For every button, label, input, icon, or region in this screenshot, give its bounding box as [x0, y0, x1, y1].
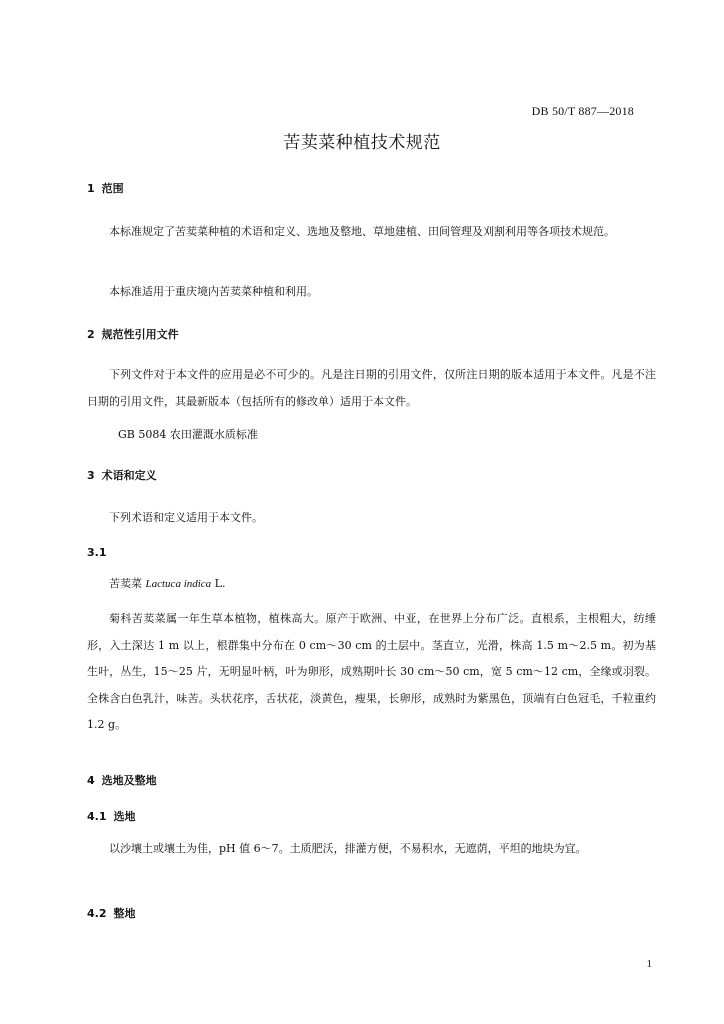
subsection-heading — [87, 905, 136, 921]
subsection-number: 4.1 — [87, 810, 107, 823]
term-name: 苦荬菜 — [109, 577, 142, 590]
subsection-title: 整地 — [113, 907, 136, 920]
term-entry — [109, 575, 226, 591]
paragraph: 以沙壤土或壤土为佳，pH 值 6～7。土质肥沃，排灌方便，不易积水，无遮荫，平坦的地块为宜。 — [109, 842, 587, 855]
term-description: 菊科苦荬菜属一年生草本植物，植株高大。原产于欧洲、中亚，在世界上分布广泛。直根系，主根粗大，纺缍形，入土深达 1 m 以上，根群集中分布在 0 cm～30 cm 的土层中。茎直立，光滑，株高 1.5 m～2.5 m。初为基生叶，丛生，15～25 片，无明显叶柄，叶为卵形，成熟期叶长 30 cm～50 cm，宽 5 cm～12 cm，全缘或羽裂。全株含白色乳汁，味苦。头状花序，舌状花，淡黄色，瘦果，长卵形，成熟时为紫黑色，顶端有白色冠毛，千粒重约 1.2 g。 — [87, 612, 656, 731]
section-heading-normative-references — [87, 326, 179, 342]
reference-entry: GB 5084 农田灌溉水质标准 — [118, 428, 258, 441]
section-title: 范围 — [101, 182, 124, 195]
subsection-heading — [87, 808, 136, 824]
subsection-number: 4.2 — [87, 907, 107, 920]
document-title: 苦荬菜种植技术规范 — [283, 133, 441, 153]
page-number: 1 — [646, 958, 652, 970]
section-number: 2 — [87, 328, 95, 341]
term-author: L. — [211, 577, 226, 590]
section-heading-site-selection — [87, 772, 157, 788]
document-code: DB 50/T 887—2018 — [531, 104, 634, 118]
section-number: 4 — [87, 774, 95, 787]
section-number: 3 — [87, 469, 95, 482]
section-title: 规范性引用文件 — [101, 328, 179, 341]
section-title: 术语和定义 — [101, 469, 157, 482]
paragraph: 本标准规定了苦荬菜种植的术语和定义、选地及整地、草地建植、田间管理及刈割利用等各项技术规范。 — [109, 225, 615, 238]
section-title: 选地及整地 — [101, 774, 157, 787]
subsection-title: 选地 — [113, 810, 136, 823]
section-heading-terms-definitions — [87, 467, 157, 483]
paragraph: 下列术语和定义适用于本文件。 — [109, 511, 263, 524]
subsection-heading — [87, 546, 114, 559]
subsection-number: 3.1 — [87, 546, 107, 559]
term-latin-name: Lactuca indica — [145, 578, 212, 590]
paragraph: 下列文件对于本文件的应用是必不可少的。凡是注日期的引用文件，仅所注日期的版本适用于本文件。凡是不注日期的引用文件，其最新版本（包括所有的修改单）适用于本文件。 — [87, 368, 656, 408]
section-number: 1 — [87, 182, 95, 195]
section-heading-scope — [87, 180, 124, 196]
paragraph: 本标准适用于重庆境内苦荬菜种植和利用。 — [109, 285, 318, 298]
